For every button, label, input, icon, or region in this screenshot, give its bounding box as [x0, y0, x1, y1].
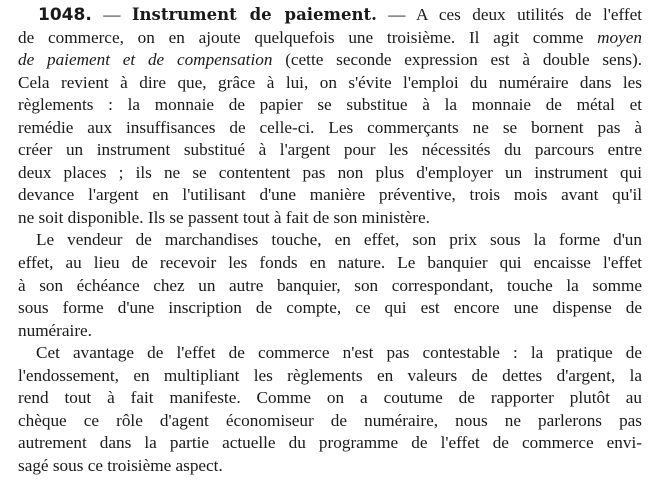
text-span: (cette seconde expression est à double sens).	[285, 50, 642, 70]
text-line: sous forme d'une inscription de compte, ce qui est encore une dispense de	[18, 298, 642, 318]
text-line: deux places ; ils ne se contentent pas non plus d'employer un instrument qui	[18, 162, 642, 182]
section-number: 1048.	[38, 5, 92, 25]
section-heading-line	[18, 4, 642, 27]
title-separator: —	[376, 5, 416, 24]
text-line	[18, 49, 642, 72]
book-page	[18, 4, 642, 477]
text-span: de commerce, on en ajoute quelquefois une troisième. Il agit comme	[18, 27, 584, 47]
text-line: Cet avantage de l'effet de commerce n'est pas contestable : la pratique de	[36, 343, 642, 363]
text-line: à son échéance chez un autre banquier, son correspondant, touche la somme	[18, 275, 642, 295]
text-line	[18, 27, 642, 50]
section-title: Instrument de paiement.	[131, 5, 377, 24]
text-line: effet, au lieu de recevoir les fonds en nature. Le banquier qui encaisse l'effet	[18, 253, 642, 273]
text-line: chèque ce rôle d'agent économiseur de numéraire, nous ne parlerons pas	[18, 410, 642, 430]
text-line: sagé sous ce troisième aspect.	[18, 455, 223, 475]
italic-term: de paiement et de compensation	[18, 50, 273, 70]
paragraph-3	[18, 342, 642, 477]
text-line: ne soit disponible. Ils se passent tout à fait de son ministère.	[18, 207, 430, 227]
text-line: Le vendeur de marchandises touche, en effet, son prix sous la forme d'un	[36, 230, 642, 250]
text-line: règlements : la monnaie de papier se substitue à la monnaie de métal et	[18, 95, 642, 115]
italic-term: moyen	[597, 27, 642, 47]
text-line: autrement dans la partie actuelle du programme de l'effet de commerce envi-	[18, 433, 642, 453]
text-line: numéraire.	[18, 320, 92, 340]
paragraph-1	[18, 4, 642, 229]
text-line: devance l'argent en l'utilisant d'une manière préventive, trois mois avant qu'il	[18, 185, 642, 205]
text-line: l'endossement, en multipliant les règlements en valeurs de dettes d'argent, la	[18, 365, 642, 385]
paragraph-2	[18, 229, 642, 342]
section-dash: —	[91, 5, 132, 24]
text-line: Cela revient à dire que, grâce à lui, on s'évite l'emploi du numéraire dans les	[18, 72, 642, 92]
text-line: A ces deux utilités de l'effet	[415, 5, 642, 24]
text-line: rend tout à fait manifeste. Comme on a coutume de rapporter plutôt au	[18, 388, 642, 408]
text-line: remédie aux insuffisances de celle-ci. Les commerçants ne se bornent pas à	[18, 117, 642, 137]
text-line: créer un instrument substitué à l'argent pour les nécessités du parcours entre	[18, 140, 642, 160]
